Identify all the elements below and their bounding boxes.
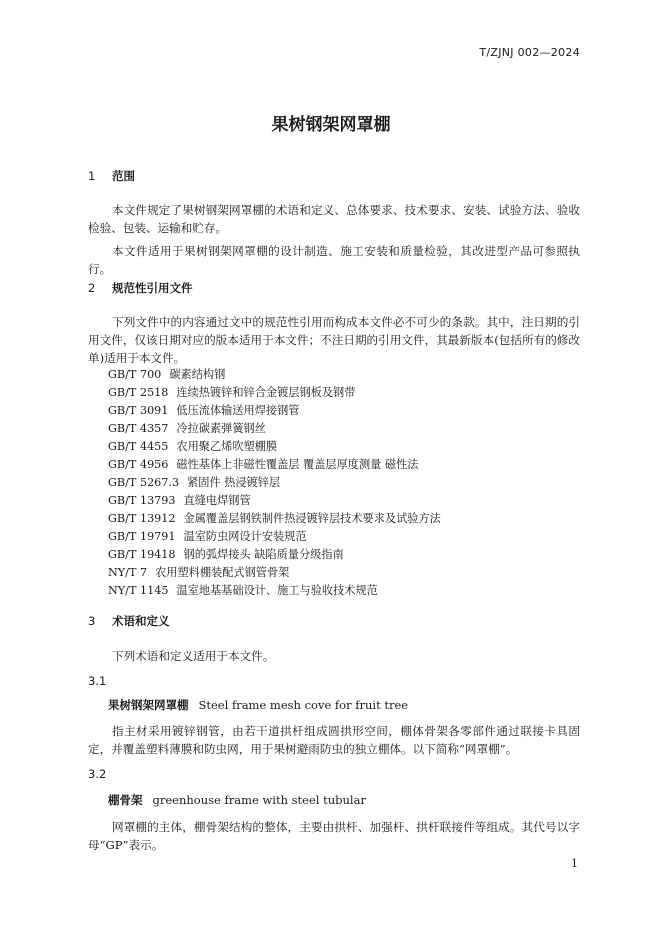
term-number: 3.1 <box>88 674 107 688</box>
section-number: 1 <box>88 169 96 183</box>
document-number: T/ZJNJ 002—2024 <box>479 46 580 59</box>
reference-code: GB/T 2518 <box>108 386 169 399</box>
term-heading <box>108 697 408 713</box>
reference-item <box>108 492 251 508</box>
reference-code: GB/T 19791 <box>108 530 176 543</box>
reference-name: 温室防虫网设计安装规范 <box>183 530 307 543</box>
section-number: 2 <box>88 281 96 295</box>
reference-item <box>108 384 355 400</box>
term-definition: 指主材采用镀锌钢管，由若干道拱杆组成圆拱形空间，棚体骨架各零部件通过联接卡具固定，并覆盖塑料薄膜和防虫网，用于果树避雨防虫的独立棚体。以下简称“网罩棚”。 <box>88 724 580 756</box>
reference-code: GB/T 3091 <box>108 404 169 417</box>
reference-code: GB/T 13912 <box>108 512 176 525</box>
reference-item <box>108 564 289 580</box>
reference-name: 磁性基体上非磁性覆盖层 覆盖层厚度测量 磁性法 <box>176 458 419 471</box>
reference-name: 冷拉碳素弹簧钢丝 <box>176 422 266 435</box>
reference-name: 连续热镀锌和锌合金镀层钢板及钢带 <box>176 386 356 399</box>
reference-name: 碳素结构钢 <box>169 368 226 381</box>
reference-item <box>108 510 441 526</box>
reference-code: GB/T 4455 <box>108 440 169 453</box>
section-number: 3 <box>88 614 96 628</box>
page-number: 1 <box>571 857 578 870</box>
paragraph: 本文件适用于果树钢架网罩棚的设计制造、施工安装和质量检验，其改进型产品可参照执行。 <box>88 244 580 276</box>
section-title: 范围 <box>112 169 135 183</box>
reference-name: 直缝电焊钢管 <box>183 494 251 507</box>
reference-code: GB/T 4357 <box>108 422 169 435</box>
reference-item <box>108 546 344 562</box>
reference-code: GB/T 19418 <box>108 548 176 561</box>
reference-name: 低压流体输送用焊接钢管 <box>176 404 300 417</box>
reference-item <box>108 474 280 490</box>
section-heading-normative-references <box>88 280 193 296</box>
reference-code: NY/T 7 <box>108 566 148 579</box>
reference-name: 紧固件 热浸镀锌层 <box>187 476 281 489</box>
term-definition: 网罩棚的主体，棚骨架结构的整体，主要由拱杆、加强杆、拱杆联接件等组成。其代号以字母“GP”表示。 <box>88 820 580 852</box>
section-title: 规范性引用文件 <box>112 281 193 295</box>
reference-name: 农用聚乙烯吹塑棚膜 <box>176 440 278 453</box>
term-heading <box>108 792 366 808</box>
reference-name: 温室地基基础设计、施工与验收技术规范 <box>176 584 378 597</box>
paragraph: 下列文件中的内容通过文中的规范性引用而构成本文件必不可少的条款。其中，注日期的引用文件，仅该日期对应的版本适用于本文件；不注日期的引用文件，其最新版本(包括所有的修改单)适用于本文件。 <box>88 315 580 365</box>
reference-name: 金属覆盖层钢铁制件热浸镀锌层技术要求及试验方法 <box>183 512 441 525</box>
page-title: 果树钢架网罩棚 <box>271 115 391 135</box>
term-name-zh: 果树钢架网罩棚 <box>108 698 189 712</box>
paragraph: 下列术语和定义适用于本文件。 <box>112 649 275 663</box>
section-heading-scope <box>88 168 135 184</box>
reference-code: GB/T 700 <box>108 368 162 381</box>
paragraph: 本文件规定了果树钢架网罩棚的术语和定义、总体要求、技术要求、安装、试验方法、验收检验、包装、运输和贮存。 <box>88 203 580 235</box>
reference-name: 农用塑料棚装配式钢管骨架 <box>155 566 290 579</box>
section-title: 术语和定义 <box>112 614 170 628</box>
term-name-zh: 棚骨架 <box>108 793 143 807</box>
reference-code: GB/T 13793 <box>108 494 176 507</box>
reference-code: GB/T 5267.3 <box>108 476 180 489</box>
reference-item <box>108 402 300 418</box>
reference-item <box>108 366 225 382</box>
reference-item <box>108 456 418 472</box>
term-name-en: Steel frame mesh cove for fruit tree <box>198 698 409 712</box>
reference-item <box>108 582 378 598</box>
term-name-en: greenhouse frame with steel tubular <box>152 793 366 807</box>
reference-code: NY/T 1145 <box>108 584 169 597</box>
term-number: 3.2 <box>88 767 107 781</box>
section-heading-terms <box>88 613 170 629</box>
reference-item <box>108 528 307 544</box>
reference-item <box>108 438 277 454</box>
reference-item <box>108 420 266 436</box>
reference-name: 钢的弧焊接头 缺陷质量分级指南 <box>183 548 344 561</box>
reference-code: GB/T 4956 <box>108 458 169 471</box>
